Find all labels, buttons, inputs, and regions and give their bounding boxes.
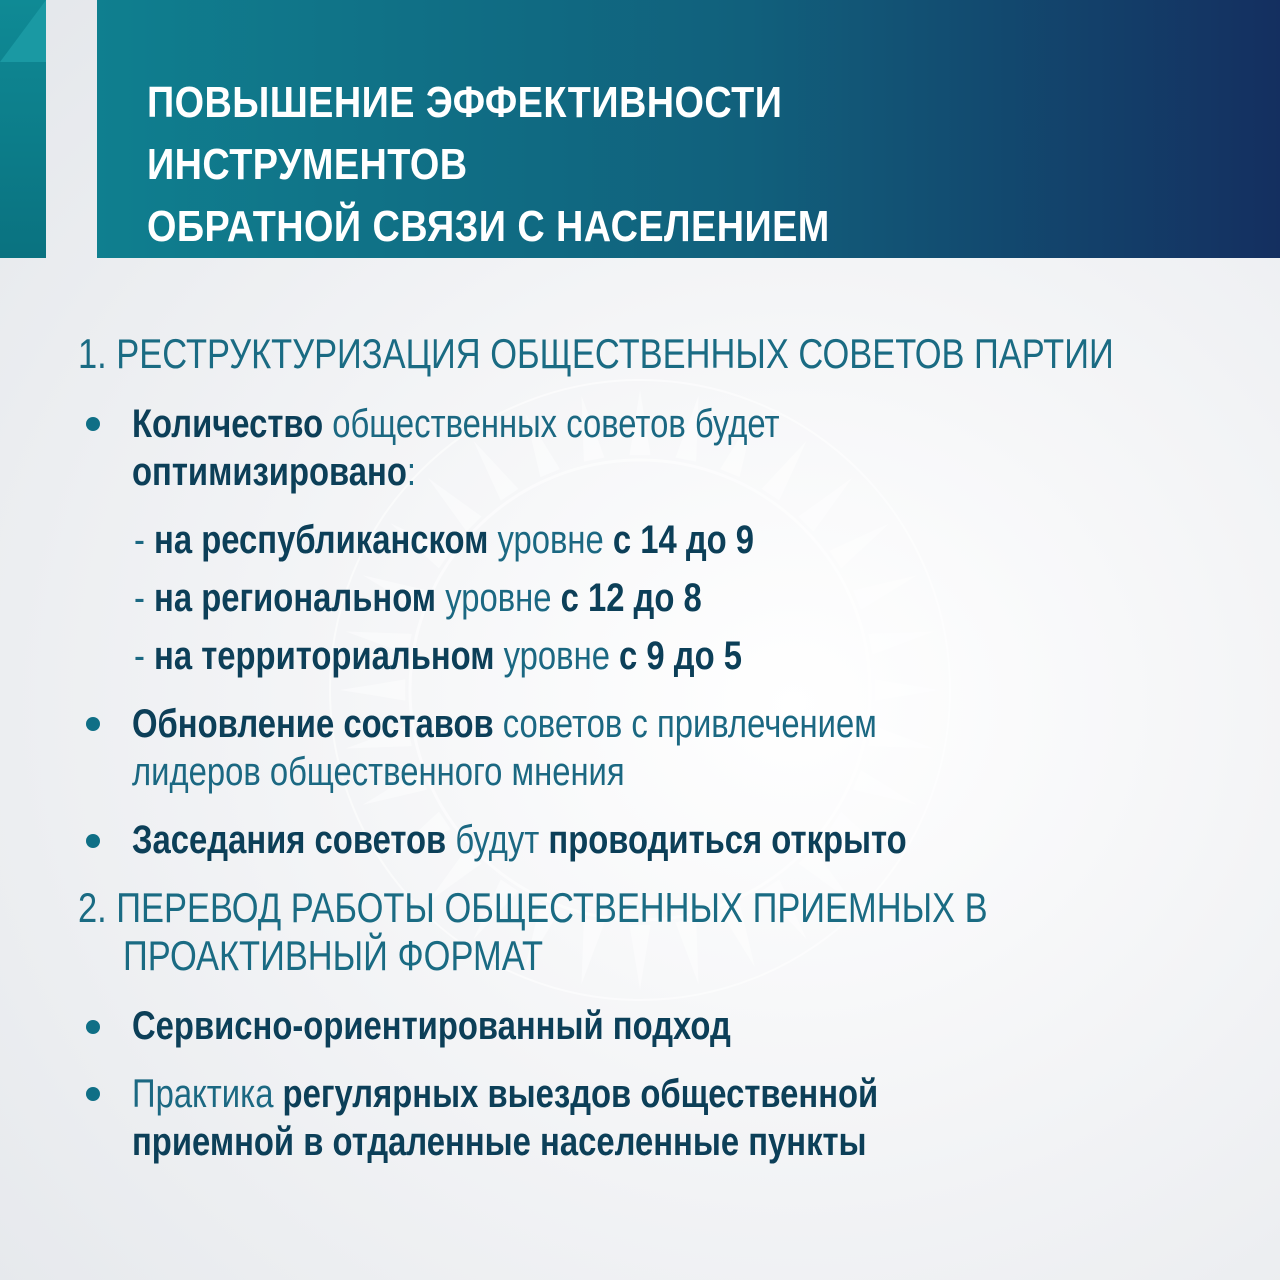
sub-item-range: с 14 до 9 (612, 518, 755, 562)
bullet-trips-bold1: регулярных выездов общественной (282, 1072, 879, 1116)
bullet-composition-text1: советов с привлечением (493, 702, 877, 746)
bullet-trips (132, 1068, 878, 1120)
bullet-meetings (132, 814, 907, 866)
sub-item-dash: - (134, 576, 155, 620)
bullet-service (132, 1000, 731, 1052)
bullet-trips-line2 (132, 1116, 867, 1168)
bullet-optimization-text2: : (406, 450, 416, 494)
sub-item-text: уровне (488, 518, 613, 562)
emblem-ray (875, 679, 940, 700)
page-title (147, 72, 1102, 258)
bullet-meetings-bold1: Заседания советов (132, 818, 447, 862)
sub-item-territorial (134, 630, 742, 682)
sub-item-dash: - (134, 634, 155, 678)
bullet-optimization-bold1: Количество (132, 402, 324, 446)
bullet-meetings-bold2: проводиться открыто (548, 818, 907, 862)
sub-item-text: уровне (436, 576, 561, 620)
section-1-heading: 1. РЕСТРУКТУРИЗАЦИЯ ОБЩЕСТВЕННЫХ СОВЕТОВ ПАРТИИ (78, 330, 1114, 377)
sub-item-range: с 9 до 5 (619, 634, 742, 678)
bullet-optimization (132, 398, 780, 450)
emblem-ray (868, 631, 934, 654)
bullet-dot (86, 717, 100, 731)
bullet-dot (86, 1087, 100, 1101)
bullet-dot (86, 1020, 100, 1034)
bullet-dot (86, 417, 100, 431)
section-2-heading-line2: ПРОАКТИВНЫЙ ФОРМАТ (123, 932, 544, 979)
bullet-composition (132, 698, 877, 750)
emblem-ray (853, 770, 917, 805)
bullet-optimization-bold2: оптимизировано (132, 450, 407, 494)
sub-item-level: на республиканском (154, 518, 489, 562)
sub-item-dash: - (134, 518, 155, 562)
emblem-ray (829, 523, 889, 568)
sub-item-republican (134, 514, 754, 566)
bullet-service-bold: Сервисно-ориентированный подход (132, 1004, 731, 1048)
sub-item-regional (134, 572, 702, 624)
emblem-ray (868, 725, 934, 748)
page-title-line2: ОБРАТНОЙ СВЯЗИ С НАСЕЛЕНИЕМ (147, 202, 830, 251)
emblem-ray (799, 478, 853, 532)
bullet-trips-bold2: приемной в отдаленные населенные пункты (132, 1120, 867, 1164)
sub-item-text: уровне (494, 634, 620, 678)
emblem-ray (629, 925, 650, 990)
sub-item-level: на региональном (154, 576, 437, 620)
bullet-composition-line2: лидеров общественного мнения (132, 750, 625, 794)
section-2-heading-line1: 2. ПЕРЕВОД РАБОТЫ ОБЩЕСТВЕННЫХ ПРИЕМНЫХ В (78, 884, 988, 931)
bullet-meetings-text: будут (446, 818, 549, 862)
bullet-dot (86, 834, 100, 848)
header-banner (97, 0, 1280, 258)
emblem-ray (853, 575, 917, 610)
page-title-line1: ПОВЫШЕНИЕ ЭФФЕКТИВНОСТИ ИНСТРУМЕНТОВ (147, 78, 783, 189)
bullet-trips-text: Практика (132, 1072, 283, 1116)
bullet-optimization-line2 (132, 446, 416, 498)
bullet-optimization-text1: общественных советов будет (323, 402, 780, 446)
sub-item-level: на территориальном (154, 634, 495, 678)
sub-item-range: с 12 до 8 (560, 576, 702, 620)
bullet-composition-bold: Обновление составов (132, 702, 494, 746)
